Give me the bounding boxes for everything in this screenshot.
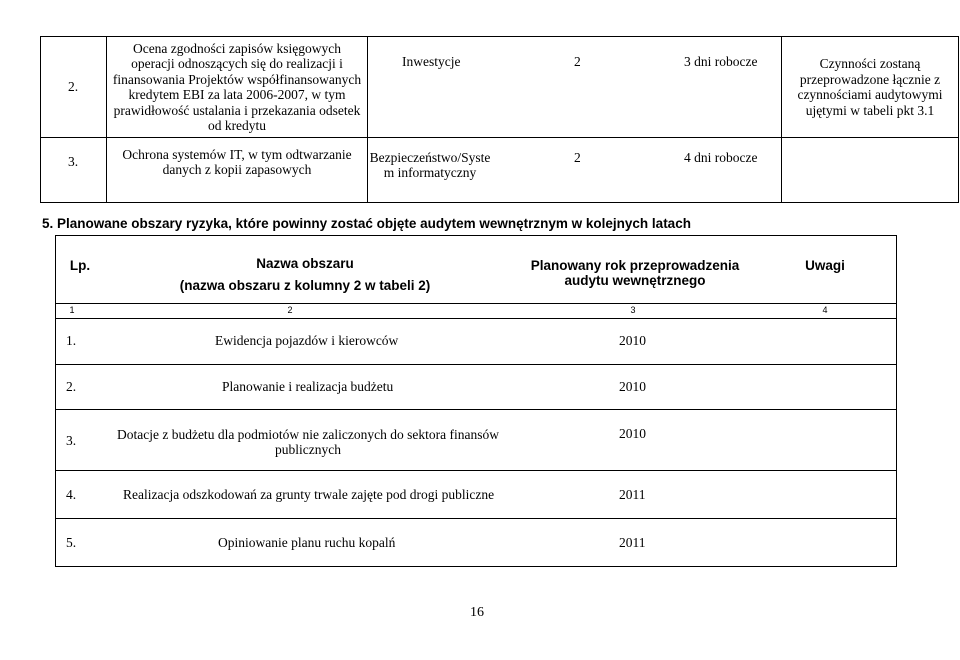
top-row-1-duration: 3 dni robocze [684,54,758,70]
top-row-1-area: Inwestycje [402,54,461,70]
row-1-year: 2010 [619,333,646,349]
header-name-line1: Nazwa obszaru [256,256,354,272]
top-row-2-area: Bezpieczeństwo/Syste m informatyczny [369,149,491,180]
page-number: 16 [470,605,484,620]
top-row-2-duration: 4 dni robocze [684,150,758,166]
row-4-name: Realizacja odszkodowań za grunty trwale zajęte pod drogi publiczne [123,487,495,503]
top-row-1-notes: Czynności zostaną przeprowadzone łącznie z czynnościami audytowymi ujętymi w tabeli pkt 3.1 [797,56,943,118]
top-row-1-name: Ocena zgodności zapisów księgowych operacji odnoszących się do realizacji i finansowania Projektów współfinansowanych kredytem EBI za lata 2006-2007, w tym prawidłowość ustalania i przekazania odsetek od kredytu [112,40,362,133]
row-2-name: Planowanie i realizacja budżetu [222,379,394,395]
bottom-table-line [55,364,897,365]
top-row-2-name: Ochrona systemów IT, w tym odtwarzanie danych z kopii zapasowych [122,146,352,177]
header-name-line2: (nazwa obszaru z kolumny 2 w tabeli 2) [179,278,431,294]
row-2-lp: 2. [66,379,77,395]
bottom-table-line [55,518,897,519]
header-notes: Uwagi [805,258,845,274]
col-number: 1 [69,305,75,316]
bottom-table-line [55,566,897,567]
bottom-table-line [55,409,897,410]
row-3-name: Dotacje z budżetu dla podmiotów nie zaliczonych do sektora finansów publicznych [116,426,499,457]
row-5-year: 2011 [619,535,646,551]
bottom-table-line [55,318,897,319]
header-year: Planowany rok przeprowadzenia audytu wewnętrznego [530,257,740,288]
bottom-table-line [55,235,56,567]
bottom-table-line [55,470,897,471]
top-row-2-priority: 2 [574,150,581,166]
section-title: 5. Planowane obszary ryzyka, które powinny zostać objęte audytem wewnętrznym w kolejnych latach [42,216,691,231]
row-1-name: Ewidencja pojazdów i kierowców [215,333,399,349]
row-5-name: Opiniowanie planu ruchu kopalń [218,535,396,551]
top-row-1-lp: 2. [67,79,79,95]
bottom-table-line [55,303,897,304]
col-number: 4 [822,305,828,316]
row-4-lp: 4. [66,487,77,503]
top-table-line [40,202,958,203]
bottom-table-line [896,235,897,567]
col-number: 3 [630,305,636,316]
top-table-line [106,36,107,203]
row-4-year: 2011 [619,487,646,503]
row-3-lp: 3. [66,433,77,449]
row-3-year: 2010 [619,426,646,442]
col-number: 2 [287,305,293,316]
row-2-year: 2010 [619,379,646,395]
top-row-1-priority: 2 [574,54,581,70]
top-table-line [958,36,959,203]
top-row-2-lp: 3. [67,154,79,170]
row-1-lp: 1. [66,333,77,349]
row-5-lp: 5. [66,535,77,551]
bottom-table-line [55,235,897,236]
header-lp: Lp. [69,258,91,274]
